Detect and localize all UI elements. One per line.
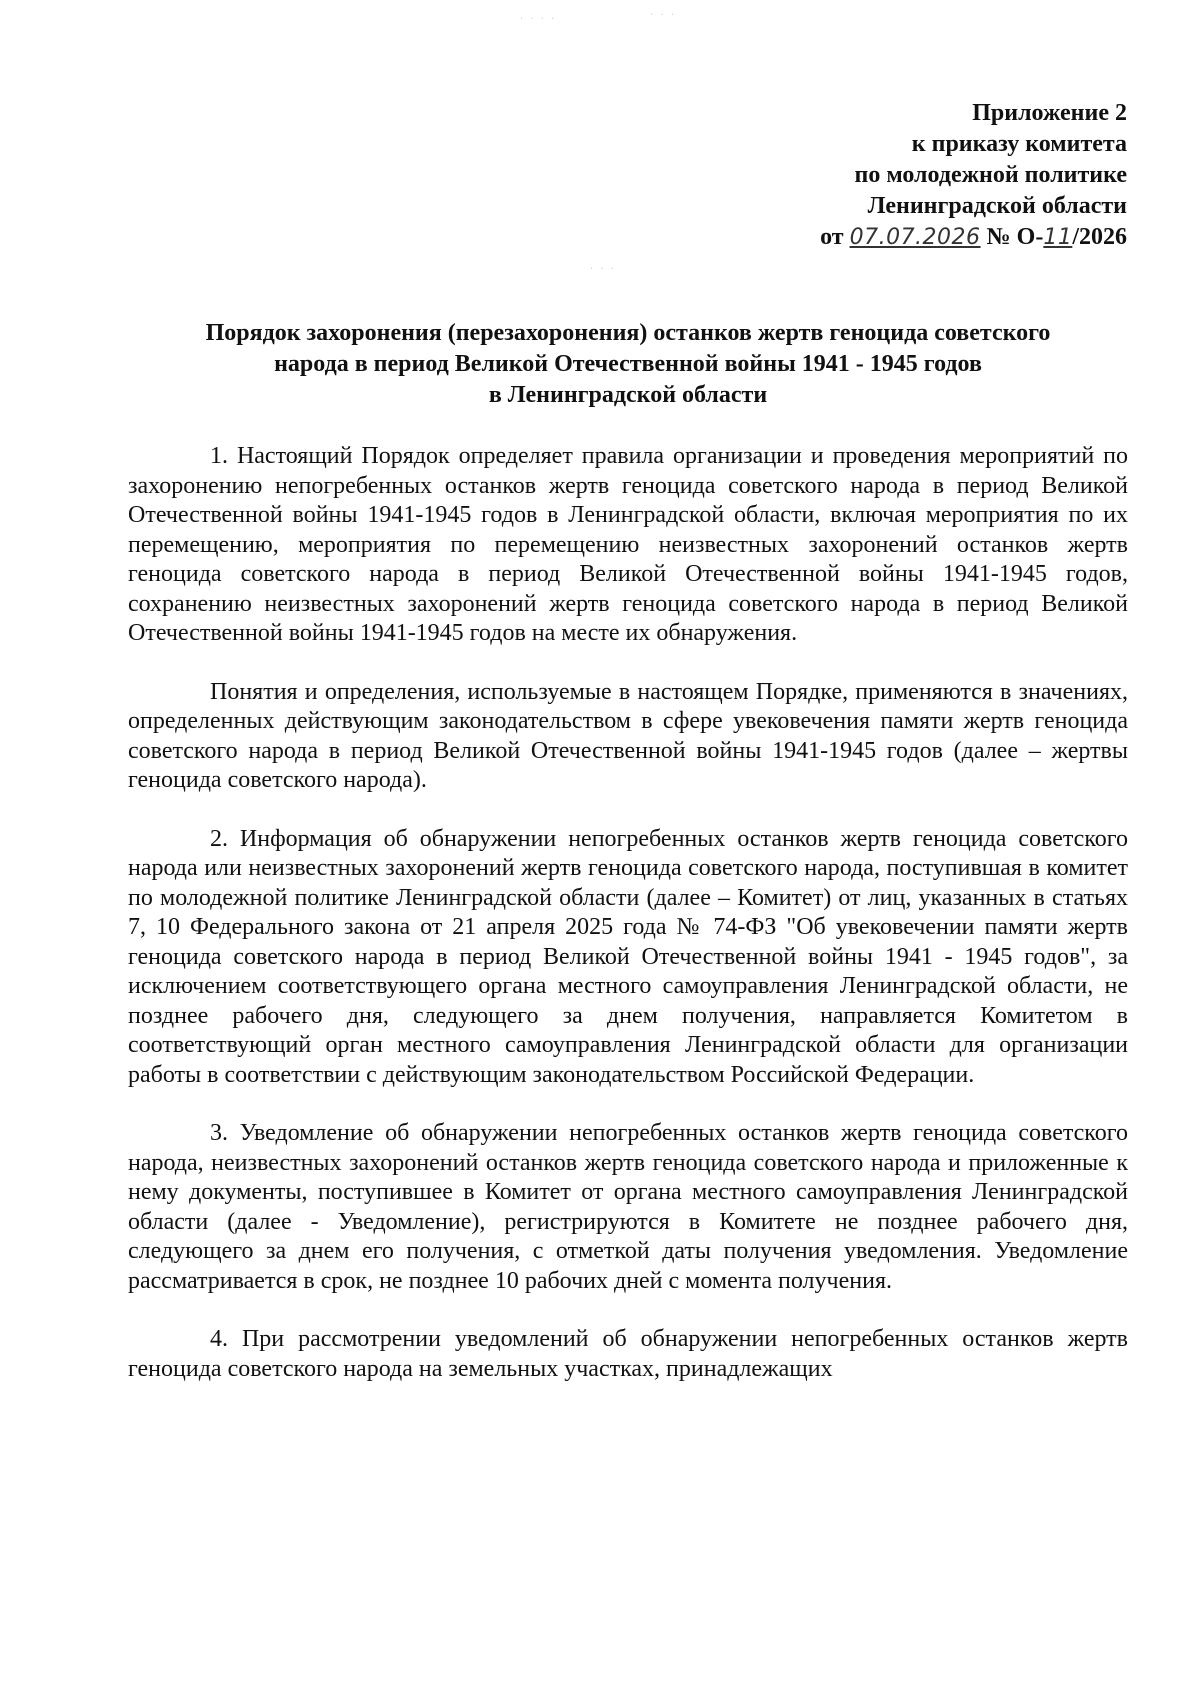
paragraph-3: 3. Уведомление об обнаружении непогребенных останков жертв геноцида советского народа, неизвестных захоронений останков жертв геноцида советского народа и приложенные к нему документы, поступившее в Комитет от органа местного самоуправления Ленинградской области (далее - Уведомление), регистрируются в Комитете не позднее рабочего дня, следующего за днем его получения, с отметкой даты получения уведомления. Уведомление рассматривается в срок, не позднее 10 рабочих дней с момента получения. — [128, 1120, 1128, 1294]
paragraph-2: 2. Информация об обнаружении непогребенных останков жертв геноцида советского народа или неизвестных захоронений жертв геноцида советского народа, поступившая в комитет по молодежной политике Ленинградской области (далее – Комитет) от лиц, указанных в статьях 7, 10 Федерального закона от 21 апреля 2025 года № 74-ФЗ "Об увековечении памяти жертв геноцида советского народа в период Великой Отечественной войны 1941 - 1945 годов", за исключением соответствующего органа местного самоуправления Ленинградской области, не позднее рабочего дня, следующего за днем получения, направляется Комитетом в соответствующий орган местного самоуправления Ленинградской области для организации работы в соответствии с действующим законодательством Российской Федерации. — [128, 825, 1128, 1088]
title-line-1: Порядок захоронения (перезахоронения) останков жертв геноцида советского — [205, 320, 1051, 346]
document-title — [128, 318, 1128, 411]
appendix-date-number — [820, 222, 1127, 253]
scan-artifact: · · · — [590, 264, 616, 275]
scan-artifact: · · · — [650, 10, 676, 21]
handwritten-number: 11 — [1043, 225, 1073, 250]
date-prefix: от — [820, 224, 844, 250]
paragraph-1: 1. Настоящий Порядок определяет правила организации и проведения мероприятий по захоронению непогребенных останков жертв геноцида советского народа в период Великой Отечественной войны 1941-1945 годов в Ленинградской области, включая мероприятия по их перемещению, мероприятия по перемещению неизвестных захоронений останков жертв геноцида советского народа в период Великой Отечественной войны 1941-1945 годов, сохранению неизвестных захоронений жертв геноцида советского народа в период Великой Отечественной войны 1941-1945 годов на месте их обнаружения. — [128, 443, 1128, 646]
paragraph-4: 4. При рассмотрении уведомлений об обнаружении непогребенных останков жертв геноцида советского народа на земельных участках, принадлежащих — [128, 1326, 1128, 1382]
appendix-order-ref: к приказу комитета — [911, 131, 1127, 157]
appendix-title: Приложение 2 — [972, 100, 1127, 126]
title-line-3: в Ленинградской области — [488, 382, 768, 408]
handwritten-date: 07.07.2026 — [849, 225, 981, 250]
number-prefix: № О- — [986, 224, 1044, 250]
appendix-region: Ленинградской области — [867, 193, 1127, 219]
title-line-2: народа в период Великой Отечественной войны 1941 - 1945 годов — [274, 351, 982, 377]
paragraph-definitions: Понятия и определения, используемые в настоящем Порядке, применяются в значениях, определенных действующим законодательством в сфере увековечения памяти жертв геноцида советского народа в период Великой Отечественной войны 1941-1945 годов (далее – жертвы геноцида советского народа). — [128, 678, 1128, 793]
number-suffix: /2026 — [1072, 224, 1127, 250]
scan-artifact: · · · · — [520, 14, 557, 25]
appendix-committee: по молодежной политике — [854, 162, 1127, 188]
appendix-header — [820, 98, 1127, 253]
document-body — [128, 442, 1128, 1413]
